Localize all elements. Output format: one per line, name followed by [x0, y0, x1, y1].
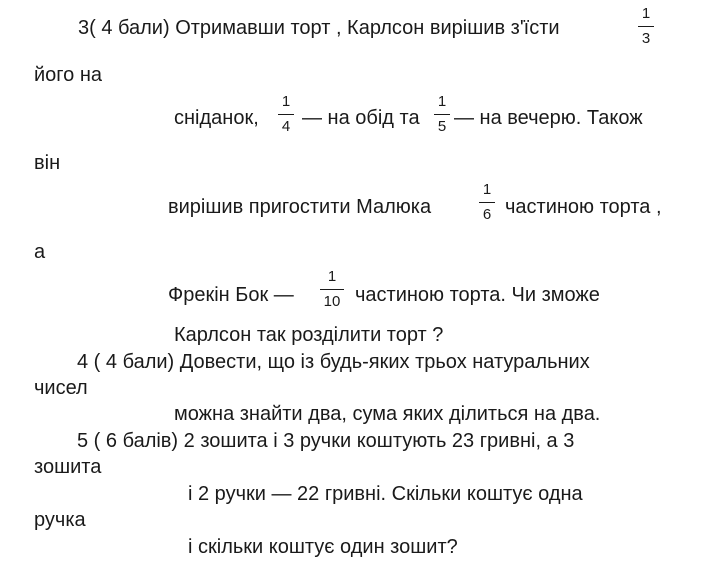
fraction-bar [479, 202, 495, 203]
problem5-line3: і 2 ручки — 22 гривні. Скільки коштує одна [188, 483, 583, 505]
fraction-numerator: 1 [327, 268, 337, 285]
fraction-bar [638, 26, 654, 27]
problem3-line7a: Фрекін Бок — [168, 284, 294, 306]
problem5-line5: і скільки коштує один зошит? [188, 536, 458, 558]
fraction-numerator: 1 [281, 93, 291, 110]
fraction-one-fifth [434, 93, 450, 136]
problem3-line3a: сніданок, [174, 107, 259, 129]
fraction-denominator: 4 [281, 118, 291, 135]
problem3-line8: Карлсон так розділити торт ? [174, 324, 444, 346]
fraction-denominator: 10 [323, 293, 341, 310]
problem5-line1: 5 ( 6 балів) 2 зошита і 3 ручки коштують 23 гривні, а 3 [77, 430, 575, 452]
problem5-line4: ручка [34, 509, 86, 531]
fraction-denominator: 6 [482, 206, 492, 223]
fraction-denominator: 3 [641, 30, 651, 47]
fraction-bar [434, 114, 450, 115]
fraction-numerator: 1 [641, 5, 651, 22]
problem3-line7b: частиною торта. Чи зможе [355, 284, 600, 306]
problem3-line2: його на [34, 64, 102, 86]
fraction-numerator: 1 [482, 181, 492, 198]
fraction-bar [278, 114, 294, 115]
problem5-line2: зошита [34, 456, 102, 478]
problem3-line1: 3( 4 бали) Отримавши торт , Карлсон вирішив з'їсти [78, 17, 560, 39]
fraction-one-third [638, 5, 654, 48]
problem3-line5b: частиною торта , [505, 196, 662, 218]
fraction-bar [320, 289, 344, 290]
problem4-line3: можна знайти два, сума яких ділиться на два. [174, 403, 601, 425]
fraction-one-tenth [320, 268, 344, 311]
problem3-line3b: — на обід та [302, 107, 420, 129]
problem3-line5a: вирішив пригостити Малюка [168, 196, 432, 218]
problem4-line2: чисел [34, 377, 88, 399]
fraction-one-quarter [278, 93, 294, 136]
fraction-one-sixth [479, 181, 495, 224]
problem3-line6: а [34, 241, 46, 263]
problem4-line1: 4 ( 4 бали) Довести, що із будь-яких трьох натуральних [77, 351, 590, 373]
problem3-line4: він [34, 152, 61, 174]
fraction-denominator: 5 [437, 118, 447, 135]
fraction-numerator: 1 [437, 93, 447, 110]
problem3-line3c: — на вечерю. Також [454, 107, 643, 129]
